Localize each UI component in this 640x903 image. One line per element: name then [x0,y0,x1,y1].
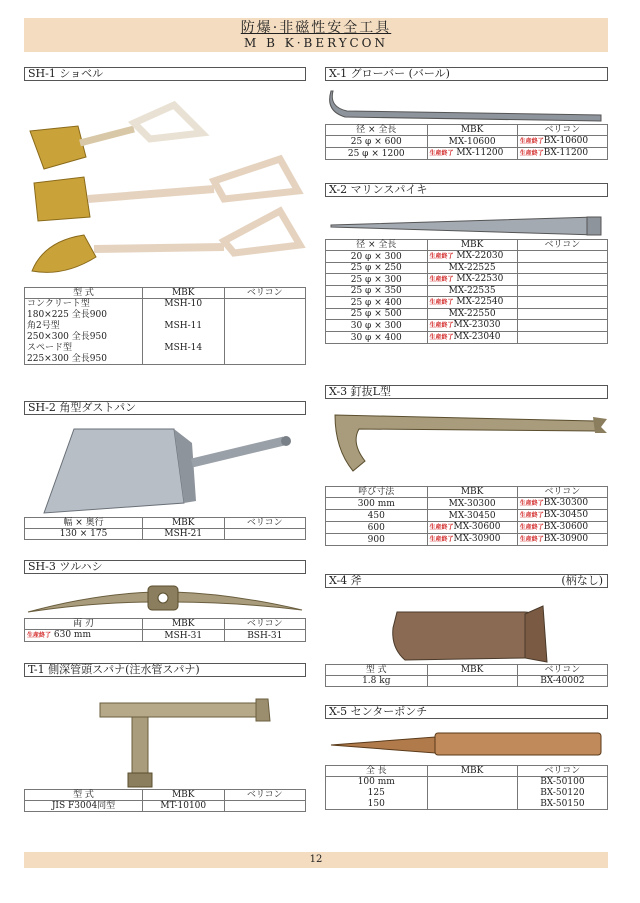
dustpan-image [24,415,306,517]
sh2-table [24,517,306,540]
table-row: 30 φ × 300 生産終了MX-23030 [326,320,608,332]
production-ended-badge: 生産終了 [429,322,454,329]
section-title: X-5 センターポンチ [325,705,608,719]
production-ended-badge: 生産終了 [519,500,544,507]
table-row: 1.8 kg BX-40002 [326,676,608,687]
table-row: 20 φ × 300 生産終了 MX-22030 [326,251,608,263]
title-banner [24,18,608,52]
x3-table [325,486,608,546]
section-x1 [325,67,608,160]
table-header-row: 径 × 全長 MBK ベリコン [326,240,608,251]
center-punch-icon [325,719,608,765]
table-row: 225×300 全長950 [25,354,306,365]
sh1-table [24,287,306,365]
axe-icon [325,588,608,664]
table-header-row: 呼び寸法 MBK ベリコン [326,487,608,498]
marlinspike-icon [325,197,608,239]
production-ended-badge: 生産終了 [429,253,454,260]
table-header-row: 幅 × 奥行 MBK ベリコン [25,518,306,529]
table-row: コンクリート型 MSH-10 [25,299,306,310]
section-title: X-4 斧 (柄なし) [325,574,608,588]
nail-puller-icon [325,399,608,486]
table-header-row: 型 式 MBK ベリコン [326,665,608,676]
center-punch-image [325,719,608,765]
section-title: X-1 グローバー (バール) [325,67,608,81]
table-row: 130 × 175 MSH-21 [25,529,306,540]
table-header-row: 型 式 MBK ベリコン [25,790,306,801]
production-ended-badge: 生産終了 [519,512,544,519]
production-ended-badge: 生産終了 [27,632,52,639]
axe-image [325,588,608,664]
page-footer [24,852,608,868]
table-header-row: 両 刃 MBK ベリコン [25,619,306,630]
section-title: SH-2 角型ダストパン [24,401,306,415]
section-note: (柄なし) [561,574,603,587]
page-subtitle: M B K·BERYCON [244,36,388,50]
table-row: 30 φ × 400 生産終了MX-23040 [326,332,608,344]
table-row: 25 φ × 1200 生産終了 MX-11200 生産終了BX-11200 [326,148,608,160]
t1-table [24,789,306,812]
production-ended-badge: 生産終了 [429,524,454,531]
production-ended-badge: 生産終了 [519,150,544,157]
pickaxe-image [24,574,306,618]
table-row: 300 mm MX-30300 生産終了BX-30300 [326,498,608,510]
production-ended-badge: 生産終了 [519,524,544,531]
section-sh1 [24,67,306,365]
production-ended-badge: 生産終了 [429,276,454,283]
production-ended-badge: 生産終了 [429,334,454,341]
x4-table [325,664,608,687]
table-row: スペード型 MSH-14 [25,343,306,354]
marlinspike-image [325,197,608,239]
section-title: X-2 マリンスパイキ [325,183,608,197]
table-row: 600 生産終了MX-30600 生産終了BX-30600 [326,522,608,534]
section-x3 [325,385,608,546]
table-row: 180×225 全長900 [25,310,306,321]
sh3-table [24,618,306,642]
dustpan-icon [24,415,306,517]
production-ended-badge: 生産終了 [519,536,544,543]
table-row: JIS F3004同型 MT-10100 [25,801,306,812]
section-sh3 [24,560,306,642]
shovel-image [24,81,306,287]
table-row: 25 φ × 500 MX-22550 [326,309,608,320]
table-row: 100 mm BX-50100 [326,777,608,788]
table-row: 450 MX-30450 生産終了BX-30450 [326,510,608,522]
shovel-icon [24,81,306,287]
page-number: 12 [309,854,323,865]
nail-puller-image [325,399,608,486]
production-ended-badge: 生産終了 [429,150,454,157]
section-title: SH-3 ツルハシ [24,560,306,574]
table-row: 125 BX-50120 [326,788,608,799]
spanner-image [24,677,306,789]
section-title: SH-1 ショベル [24,67,306,81]
table-row: 250×300 全長950 [25,332,306,343]
x1-table [325,124,608,160]
table-row: 生産終了 630 mm MSH-31 BSH-31 [25,630,306,642]
table-row: 25 φ × 350 MX-22535 [326,286,608,297]
section-x2 [325,183,608,344]
crowbar-icon [325,81,608,124]
table-header-row: 型 式 MBK ベリコン [25,288,306,299]
table-row: 25 φ × 300 生産終了 MX-22530 [326,274,608,286]
table-row: 900 生産終了MX-30900 生産終了BX-30900 [326,534,608,546]
table-row: 25 φ × 400 生産終了 MX-22540 [326,297,608,309]
section-x4 [325,574,608,687]
pickaxe-icon [24,574,306,618]
table-row: 25 φ × 600 MX-10600 生産終了BX-10600 [326,136,608,148]
section-title: T-1 側深管頭スパナ(注水管スパナ) [24,663,306,677]
table-header-row: 全 長 MBK ベリコン [326,766,608,777]
spanner-icon [24,677,306,789]
page-title: 防爆·非磁性安全工具 [240,20,392,36]
production-ended-badge: 生産終了 [429,299,454,306]
table-row: 150 BX-50150 [326,799,608,810]
x2-table [325,239,608,344]
table-header-row: 径 × 全長 MBK ベリコン [326,125,608,136]
x5-table [325,765,608,810]
table-row: 角2号型 MSH-11 [25,321,306,332]
crowbar-image [325,81,608,124]
section-title: X-3 釘抜L型 [325,385,608,399]
section-x5 [325,705,608,810]
section-t1 [24,663,306,812]
table-row: 25 φ × 250 MX-22525 [326,263,608,274]
production-ended-badge: 生産終了 [429,536,454,543]
production-ended-badge: 生産終了 [519,138,544,145]
section-sh2 [24,401,306,540]
